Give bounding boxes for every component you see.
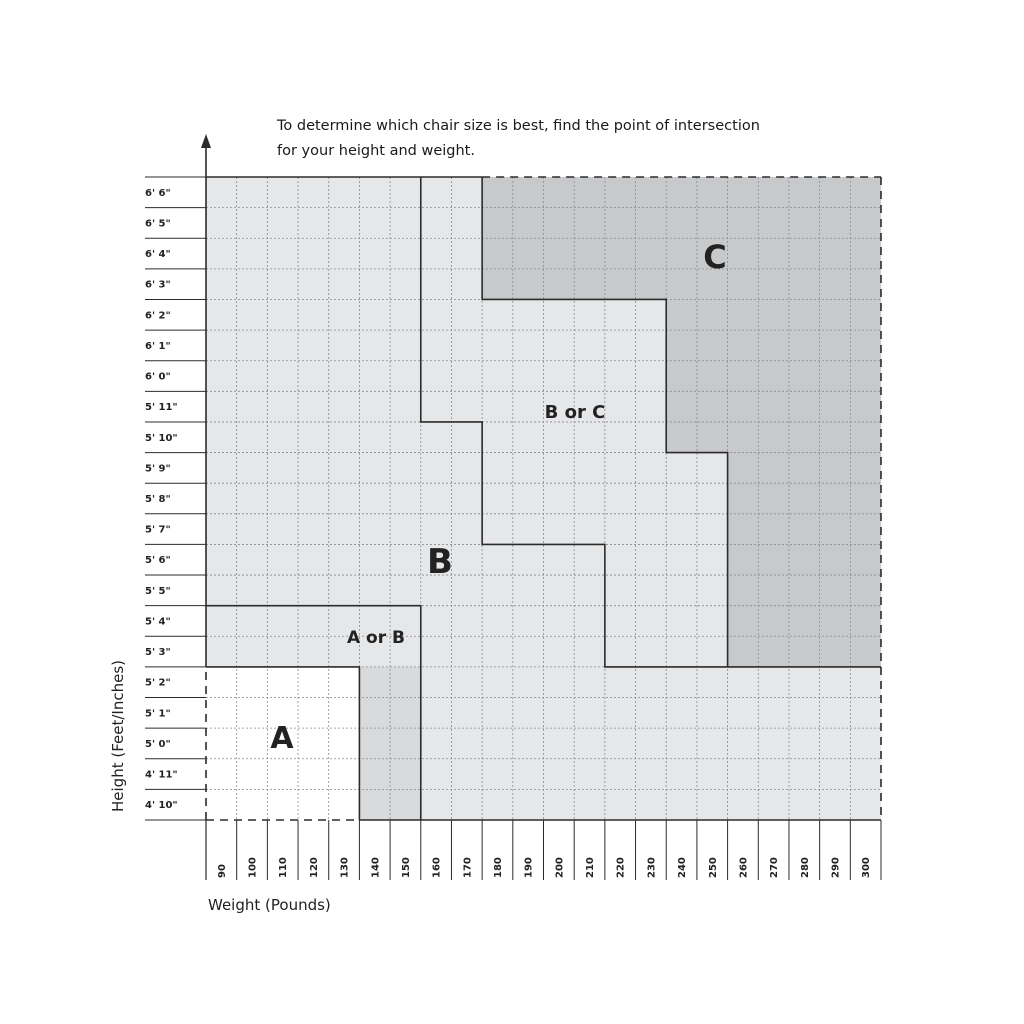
y-tick-label: 5' 7": [145, 524, 171, 536]
zone-label-b-or-c: B or C: [544, 402, 606, 423]
y-tick-label: 6' 1": [145, 340, 171, 352]
x-tick-label: 210: [585, 857, 597, 878]
x-tick-label: 150: [400, 857, 412, 878]
y-tick-label: 4' 11": [145, 769, 178, 781]
y-tick-labels: [145, 177, 206, 820]
y-tick-label: 5' 3": [145, 647, 171, 659]
x-tick-label: 140: [370, 857, 382, 878]
x-tick-label: 230: [646, 857, 658, 878]
x-tick-label: 160: [431, 857, 443, 878]
zone-label-a-or-b: A or B: [346, 628, 406, 648]
y-tick-label: 6' 6": [145, 187, 171, 199]
x-tick-label: 220: [615, 857, 627, 878]
instruction-line-2: for your height and weight.: [277, 143, 475, 159]
y-tick-label: 5' 0": [145, 738, 171, 750]
x-tick-label: 120: [308, 857, 320, 878]
y-axis-title: Height (Feet/Inches): [109, 660, 127, 812]
x-tick-labels: [217, 820, 881, 880]
x-tick-label: 110: [278, 857, 290, 878]
y-tick-label: 5' 1": [145, 708, 171, 720]
y-tick-label: 6' 0": [145, 371, 171, 383]
x-tick-label: 200: [554, 857, 566, 878]
zone-label-a: A: [270, 721, 294, 756]
x-axis-title: Weight (Pounds): [208, 896, 331, 914]
x-tick-label: 260: [738, 857, 750, 878]
y-tick-label: 6' 4": [145, 249, 171, 261]
x-tick-label: 90: [216, 864, 228, 878]
x-tick-label: 280: [799, 857, 811, 878]
y-tick-label: 5' 9": [145, 463, 171, 475]
x-tick-label: 130: [339, 857, 351, 878]
y-tick-label: 5' 11": [145, 402, 178, 414]
y-tick-label: 6' 2": [145, 310, 171, 322]
y-axis-arrow: [201, 134, 211, 148]
y-tick-label: 5' 5": [145, 585, 171, 597]
y-tick-label: 5' 10": [145, 432, 178, 444]
x-tick-label: 270: [769, 857, 781, 878]
x-tick-label: 100: [247, 857, 259, 878]
x-tick-label: 170: [462, 857, 474, 878]
zone-label-b: B: [427, 542, 453, 582]
y-tick-label: 6' 3": [145, 279, 171, 291]
y-tick-label: 5' 4": [145, 616, 171, 628]
instruction-line-1: To determine which chair size is best, find the point of intersection: [277, 118, 760, 134]
x-tick-label: 180: [492, 857, 504, 878]
x-tick-label: 190: [523, 857, 535, 878]
zone-label-c: C: [703, 238, 727, 276]
y-tick-label: 5' 8": [145, 494, 171, 505]
x-tick-label: 240: [677, 857, 689, 878]
x-tick-label: 290: [830, 857, 842, 878]
y-tick-label: 4' 10": [145, 800, 178, 812]
y-tick-label: 5' 2": [145, 677, 171, 689]
y-tick-label: 6' 5": [145, 218, 171, 230]
y-tick-label: 5' 6": [145, 555, 171, 567]
x-tick-label: 300: [861, 857, 873, 878]
x-tick-label: 250: [707, 857, 719, 878]
